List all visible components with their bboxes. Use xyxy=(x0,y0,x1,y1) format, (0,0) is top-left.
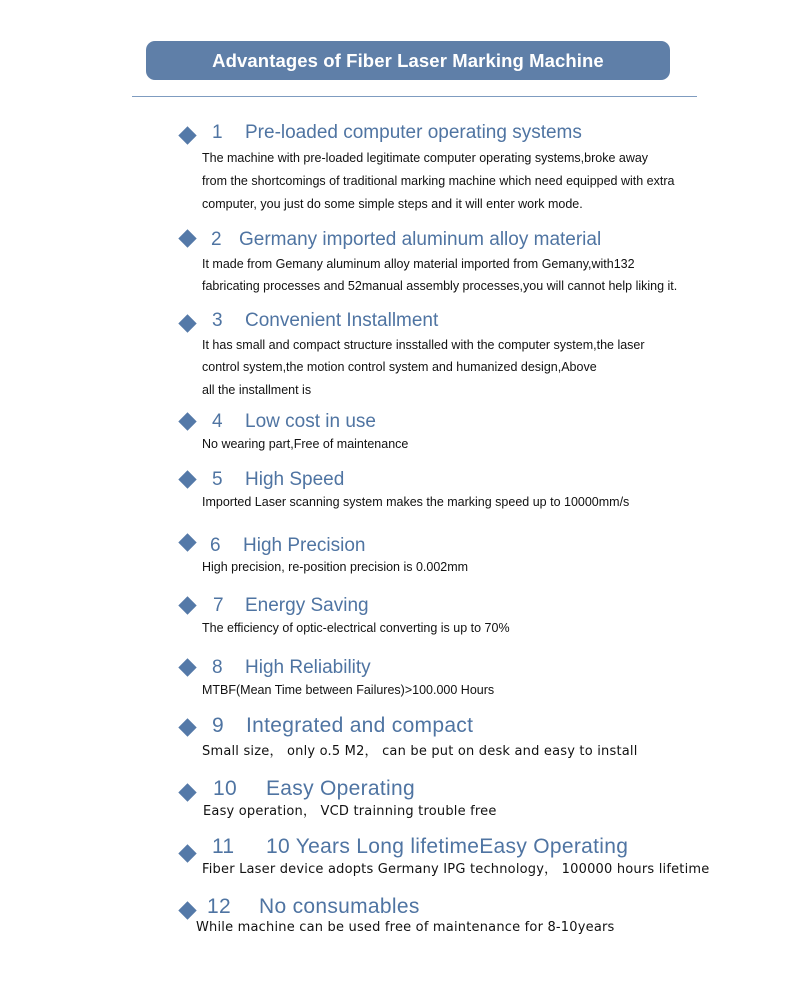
item-number: 7 xyxy=(213,595,224,616)
item-description-line: computer, you just do some simple steps and it will enter work mode. xyxy=(202,197,583,211)
item-number: 11 xyxy=(212,835,235,858)
item-heading: No consumables xyxy=(259,895,420,918)
item-description-line: fabricating processes and 52manual assembly processes,you will cannot help liking it. xyxy=(202,279,678,293)
item-description-line: all the installment is xyxy=(202,383,312,397)
item-description-line: Fiber Laser device adopts Germany IPG technology， 100000 hours lifetime xyxy=(202,862,710,877)
item-description-line: Imported Laser scanning system makes the marking speed up to 10000mm/s xyxy=(202,495,630,509)
diamond-icon xyxy=(178,470,196,488)
diamond-icon xyxy=(178,412,196,430)
item-number: 1 xyxy=(212,122,223,143)
item-heading: Convenient Installment xyxy=(245,310,439,331)
diamond-icon xyxy=(178,901,196,919)
diamond-icon xyxy=(178,596,196,614)
diamond-icon xyxy=(178,533,196,551)
diamond-icon xyxy=(178,658,196,676)
item-description-line: It made from Gemany aluminum alloy material imported from Gemany,with132 xyxy=(202,257,635,271)
item-number: 3 xyxy=(212,310,223,331)
diamond-icon xyxy=(178,783,196,801)
item-description-line: Small size， only o.5 M2， can be put on desk and easy to install xyxy=(202,744,638,759)
item-description-line: The machine with pre-loaded legitimate computer operating systems,broke away xyxy=(202,151,649,165)
diamond-icon xyxy=(178,314,196,332)
title-banner xyxy=(146,41,670,80)
item-description-line: Easy operation， VCD trainning trouble free xyxy=(203,804,497,819)
item-heading: High Reliability xyxy=(245,657,371,678)
item-number: 12 xyxy=(207,895,231,918)
item-heading: Pre-loaded computer operating systems xyxy=(245,122,582,143)
item-heading: Integrated and compact xyxy=(246,714,474,737)
divider xyxy=(132,96,697,97)
item-number: 6 xyxy=(210,535,221,556)
item-number: 9 xyxy=(212,714,224,737)
item-description-line: While machine can be used free of maintenance for 8-10years xyxy=(196,920,615,935)
diamond-icon xyxy=(178,718,196,736)
item-description-line: It has small and compact structure insstalled with the computer system,the laser xyxy=(202,338,645,352)
item-description-line: MTBF(Mean Time between Failures)>100.000 Hours xyxy=(202,683,495,697)
item-heading: High Speed xyxy=(245,469,345,490)
item-heading: Germany imported aluminum alloy material xyxy=(239,229,602,250)
item-number: 5 xyxy=(212,469,223,490)
diamond-icon xyxy=(178,844,196,862)
item-heading: Easy Operating xyxy=(266,777,415,800)
item-heading: Energy Saving xyxy=(245,595,369,616)
item-description-line: No wearing part,Free of maintenance xyxy=(202,437,409,451)
item-heading: 10 Years Long lifetimeEasy Operating xyxy=(266,835,629,858)
page-title: Advantages of Fiber Laser Marking Machine xyxy=(212,49,604,71)
diamond-icon xyxy=(178,126,196,144)
item-description-line: High precision, re-position precision is 0.002mm xyxy=(202,560,469,574)
item-description-line: The efficiency of optic-electrical converting is up to 70% xyxy=(202,621,510,635)
item-number: 4 xyxy=(212,411,223,432)
item-number: 8 xyxy=(212,657,223,678)
diamond-icon xyxy=(178,229,196,247)
item-number: 2 xyxy=(211,229,222,250)
item-heading: High Precision xyxy=(243,535,366,556)
item-heading: Low cost in use xyxy=(245,411,376,432)
item-description-line: from the shortcomings of traditional marking machine which need equipped with extra xyxy=(202,174,675,188)
item-description-line: control system,the motion control system and humanized design,Above xyxy=(202,360,597,374)
item-number: 10 xyxy=(213,777,237,800)
